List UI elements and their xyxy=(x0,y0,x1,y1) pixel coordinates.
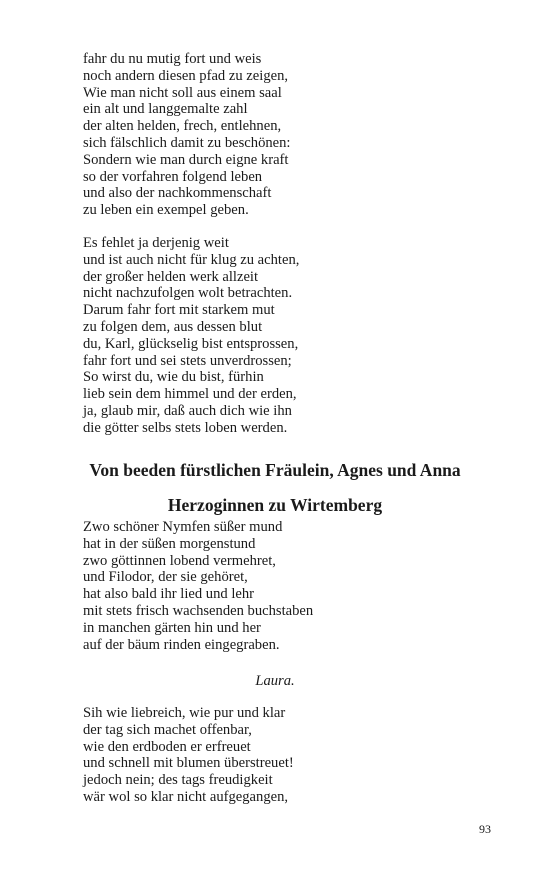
stanza-2 xyxy=(83,235,299,437)
verse-line: mit stets frisch wachsenden buchstaben xyxy=(83,602,314,619)
verse-line: und also der nachkommenschaft xyxy=(83,185,272,202)
verse-line: hat in der süßen morgenstund xyxy=(83,535,256,552)
verse-line: Sondern wie man durch eigne kraft xyxy=(83,151,289,168)
speaker-label: Laura. xyxy=(255,673,295,689)
verse-line: die götter selbs stets loben werden. xyxy=(83,419,288,436)
verse-line: noch andern diesen pfad zu zeigen, xyxy=(83,67,289,84)
stanza-4 xyxy=(83,705,294,806)
verse-line: ein alt und langgemalte zahl xyxy=(83,101,248,118)
verse-line: zwo göttinnen lobend vermehret, xyxy=(83,552,276,569)
verse-line: zu folgen dem, aus dessen blut xyxy=(83,318,263,335)
verse-line: der tag sich machet offenbar, xyxy=(83,721,252,738)
poem-title-line-1: Von beeden fürstlichen Fräulein, Agnes und Anna xyxy=(89,460,461,480)
verse-line: wär wol so klar nicht aufgegangen, xyxy=(83,788,289,805)
stanza-3 xyxy=(83,519,313,653)
verse-line: und schnell mit blumen überstreuet! xyxy=(83,755,294,772)
verse-line: in manchen gärten hin und her xyxy=(83,619,261,636)
verse-line: so der vorfahren folgend leben xyxy=(83,168,263,185)
verse-line: und ist auch nicht für klug zu achten, xyxy=(83,251,300,268)
verse-line: Zwo schöner Nymfen süßer mund xyxy=(83,519,283,535)
verse-line: der alten helden, frech, entlehnen, xyxy=(83,118,282,135)
verse-line: auf der bäum rinden eingegraben. xyxy=(83,636,280,653)
verse-line: Sih wie liebreich, wie pur und klar xyxy=(83,705,286,721)
verse-line: der großer helden werk allzeit xyxy=(83,268,259,285)
verse-line: hat also bald ihr lied und lehr xyxy=(83,586,255,603)
verse-line: Es fehlet ja derjenig weit xyxy=(83,235,229,251)
verse-line: So wirst du, wie du bist, fürhin xyxy=(83,369,264,386)
verse-line: lieb sein dem himmel und der erden, xyxy=(83,386,297,403)
verse-line: wie den erdboden er erfreuet xyxy=(83,738,251,755)
verse-line: jedoch nein; des tags freudigkeit xyxy=(83,772,273,789)
verse-line: fahr fort und sei stets unverdrossen; xyxy=(83,352,292,369)
page-number: 93 xyxy=(479,822,491,836)
verse-line: und Filodor, der sie gehöret, xyxy=(83,569,248,586)
verse-line: nicht nachzufolgen wolt betrachten. xyxy=(83,285,293,302)
verse-line: fahr du nu mutig fort und weis xyxy=(83,51,262,67)
verse-line: ja, glaub mir, daß auch dich wie ihn xyxy=(83,402,292,419)
poem-title-line-2: Herzoginnen zu Wirtemberg xyxy=(167,495,383,515)
verse-line: zu leben ein exempel geben. xyxy=(83,202,249,219)
stanza-1 xyxy=(83,51,291,219)
verse-line: du, Karl, glückselig bist entsprossen, xyxy=(83,335,299,352)
verse-line: Darum fahr fort mit starkem mut xyxy=(83,302,275,319)
verse-line: Wie man nicht soll aus einem saal xyxy=(83,84,282,101)
verse-line: sich fälschlich damit zu beschönen: xyxy=(83,134,291,151)
